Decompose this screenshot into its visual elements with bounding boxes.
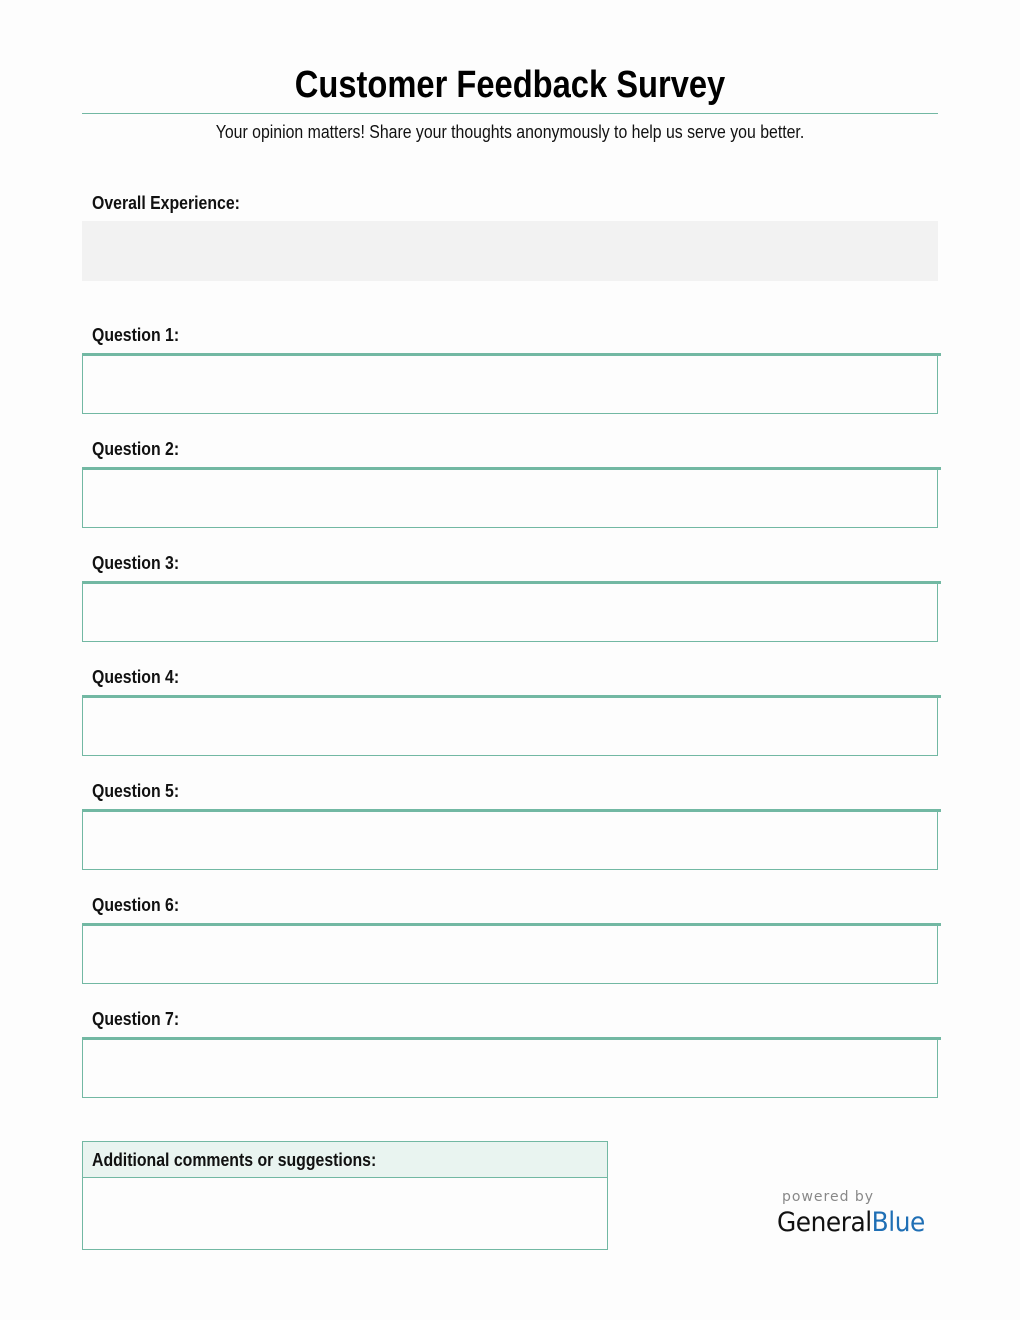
additional-comments-section [82,1141,608,1250]
question-3-label: Question 3: [92,553,180,573]
question-4-field[interactable] [82,698,938,756]
question-7-field[interactable] [82,1040,938,1098]
additional-comments-label: Additional comments or suggestions: [92,1150,377,1170]
overall-experience-field[interactable] [82,221,938,281]
question-5-label: Question 5: [92,781,180,801]
question-2-field[interactable] [82,470,938,528]
question-6-field[interactable] [82,926,938,984]
question-6-label: Question 6: [92,895,180,915]
question-3-field[interactable] [82,584,938,642]
brand-general: General [777,1207,872,1238]
overall-experience-label: Overall Experience: [92,193,240,213]
question-7-label: Question 7: [92,1009,180,1029]
additional-comments-header [83,1142,607,1178]
brand-blue: Blue [871,1207,925,1238]
generalblue-logo [777,1207,925,1238]
question-4-label: Question 4: [92,667,180,687]
page-subtitle: Your opinion matters! Share your thoughts anonymously to help us serve you better. [215,122,805,142]
question-5-field[interactable] [82,812,938,870]
page-title: Customer Feedback Survey [294,64,726,106]
question-2-label: Question 2: [92,439,180,459]
powered-by-text: powered by [782,1189,875,1205]
title-divider [82,113,938,114]
question-1-label: Question 1: [92,325,180,345]
question-1-field[interactable] [82,356,938,414]
additional-comments-field[interactable] [83,1178,607,1249]
